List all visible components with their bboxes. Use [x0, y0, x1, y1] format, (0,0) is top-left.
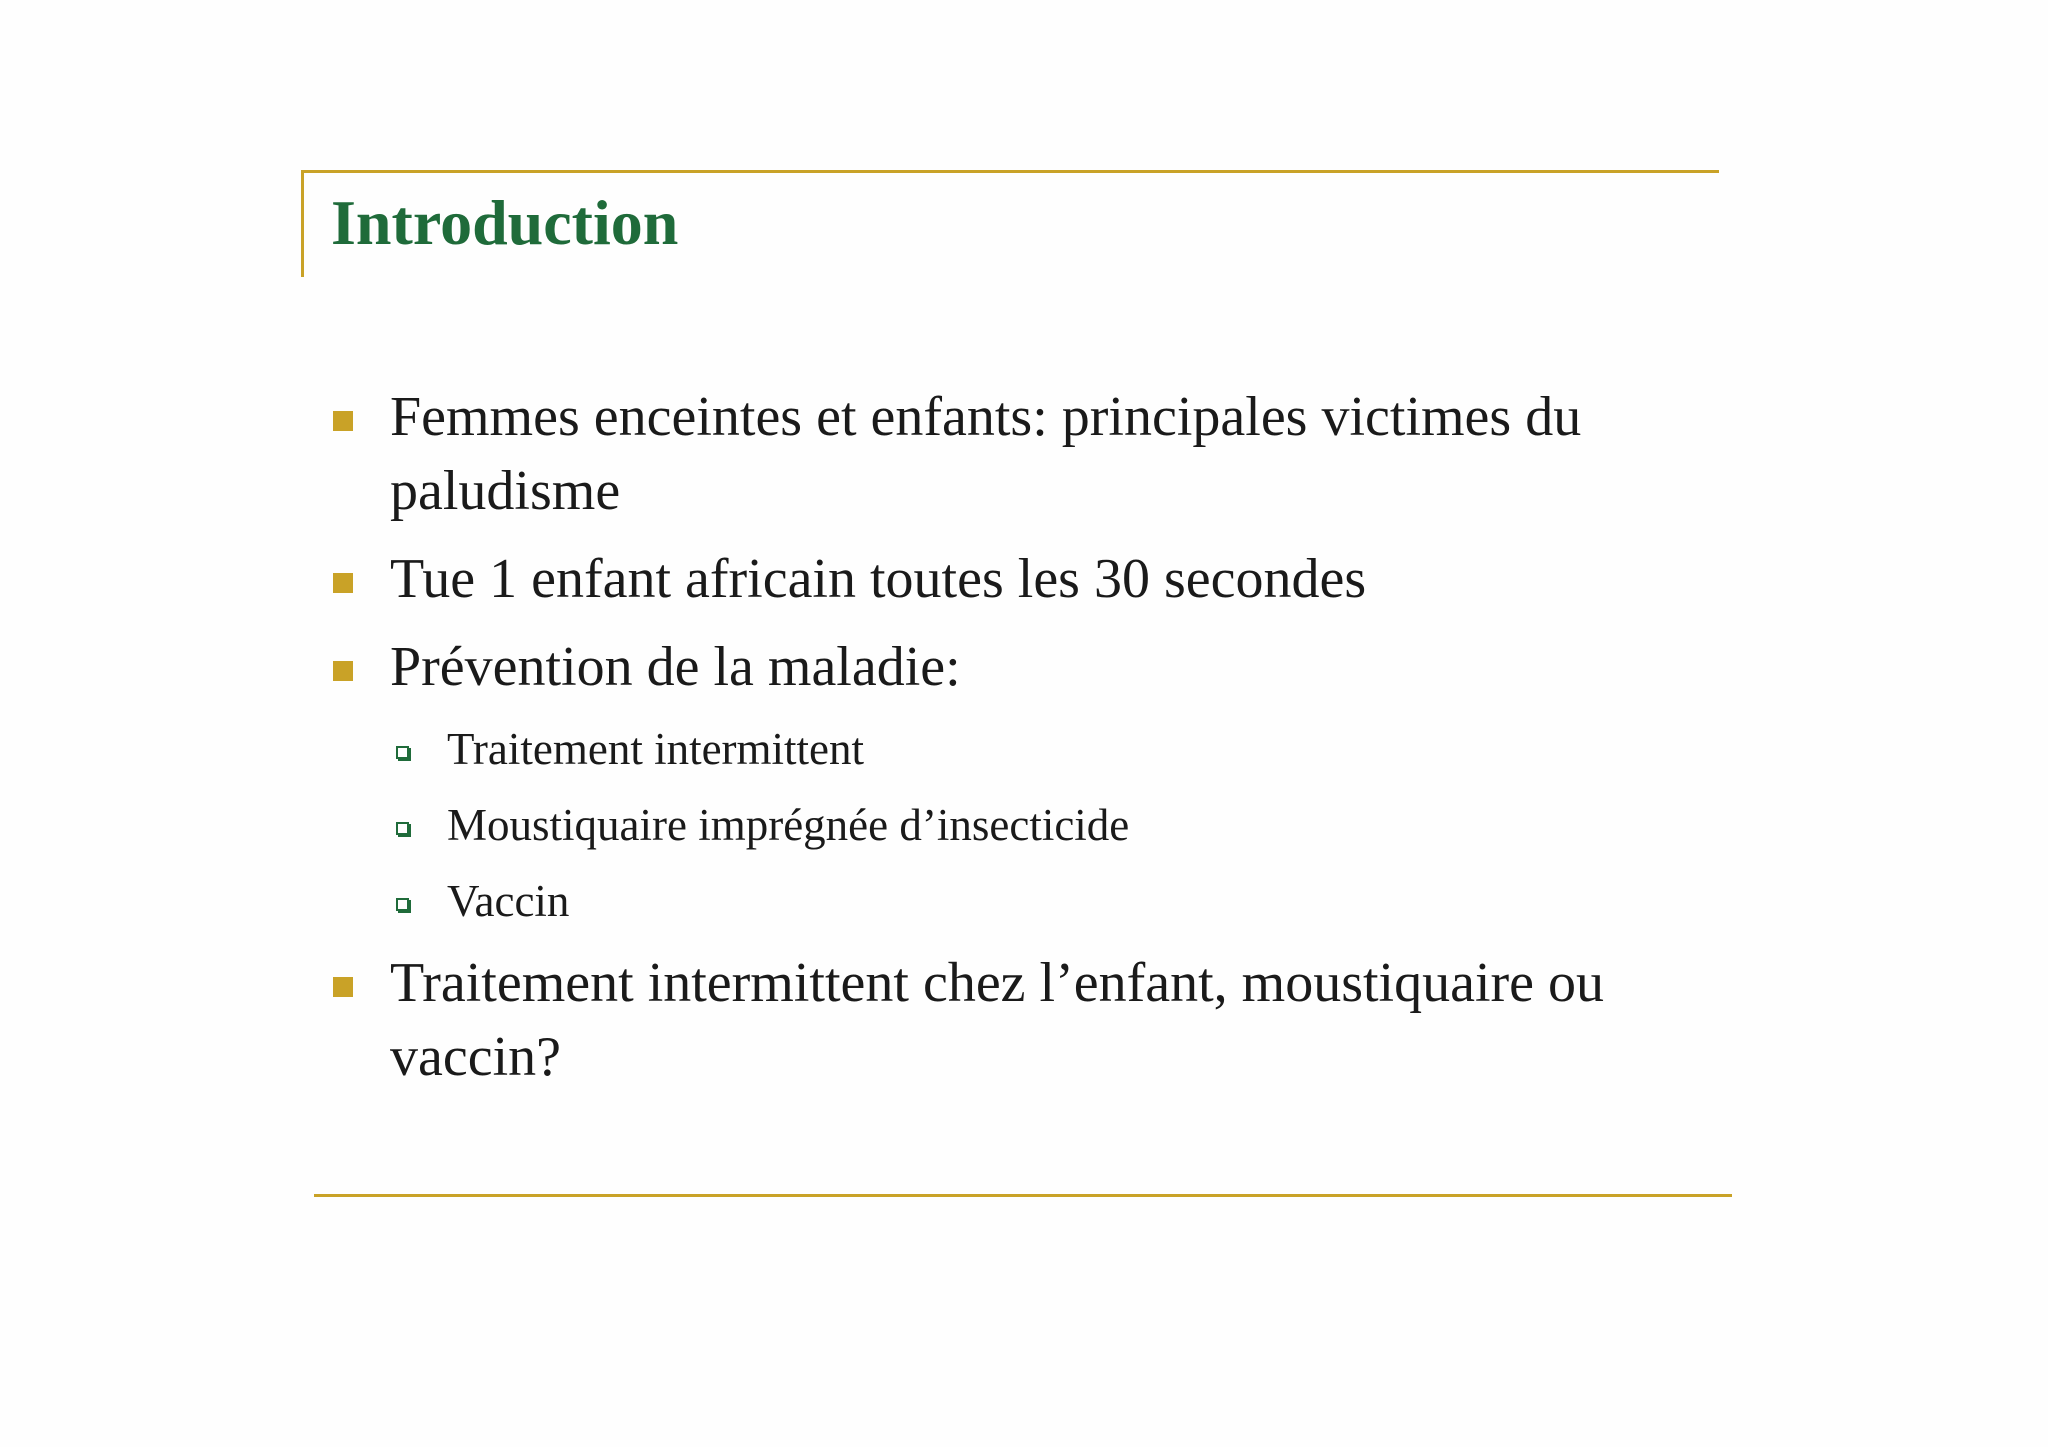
hollow-square-bullet-icon	[396, 822, 409, 835]
sub-bullet-text: Traitement intermittent	[447, 724, 865, 774]
square-bullet-icon	[333, 573, 353, 593]
square-bullet-icon	[333, 661, 353, 681]
sub-bullet-item	[330, 794, 1750, 856]
hollow-square-bullet-icon	[396, 746, 409, 759]
sub-bullet-item	[330, 718, 1750, 780]
bullet-text: Prévention de la maladie:	[390, 636, 961, 698]
bullet-item	[330, 380, 1750, 528]
square-bullet-icon	[333, 977, 353, 997]
sub-bullet-list	[330, 718, 1750, 932]
title-frame-top-rule	[301, 170, 1719, 173]
slide-title: Introduction	[331, 187, 679, 258]
bullet-text: Femmes enceintes et enfants: principales victimes du paludisme	[390, 386, 1582, 522]
sub-bullet-item	[330, 870, 1750, 932]
bullet-item	[330, 542, 1750, 616]
title-frame-left-rule	[301, 170, 304, 277]
bullet-item	[330, 630, 1750, 704]
sub-bullet-text: Moustiquaire imprégnée d’insecticide	[447, 800, 1130, 850]
bullet-item	[330, 946, 1750, 1094]
bottom-rule	[314, 1194, 1732, 1197]
sub-bullet-text: Vaccin	[447, 876, 570, 926]
hollow-square-bullet-icon	[396, 898, 409, 911]
bullet-text: Tue 1 enfant africain toutes les 30 secondes	[390, 548, 1367, 610]
square-bullet-icon	[333, 411, 353, 431]
bullet-text: Traitement intermittent chez l’enfant, moustiquaire ou vaccin?	[390, 952, 1605, 1088]
bullet-list	[330, 380, 1750, 1108]
